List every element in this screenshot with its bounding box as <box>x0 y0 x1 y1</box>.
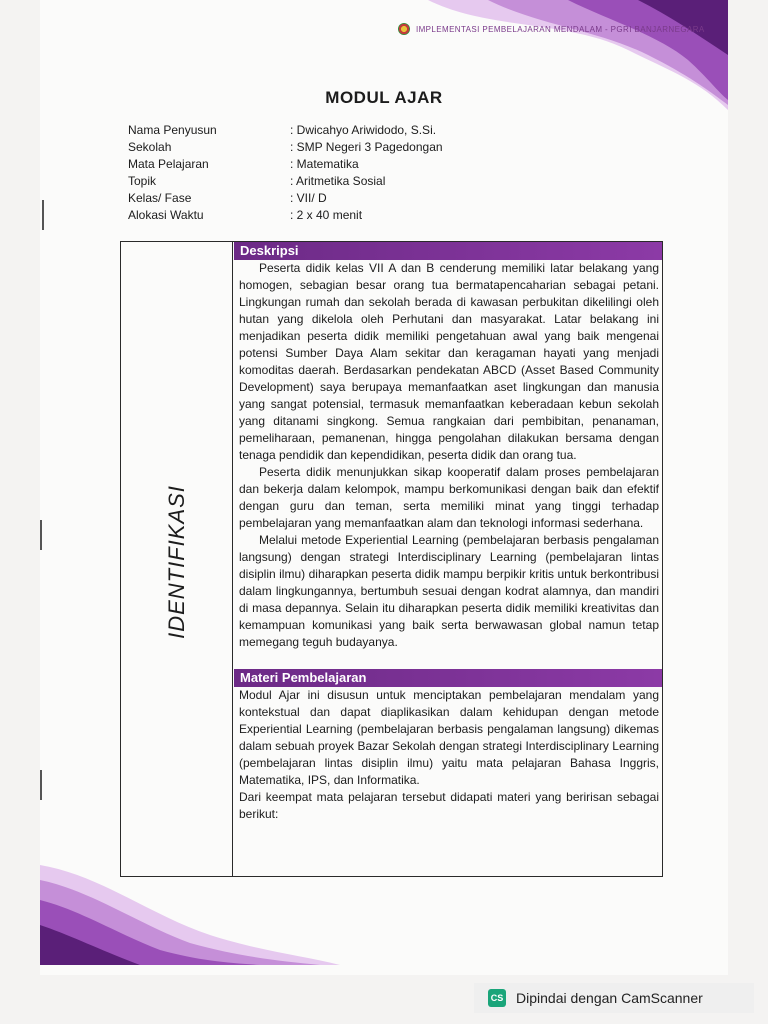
identity-info <box>128 122 443 224</box>
deskripsi-paragraph: Melalui metode Experiential Learning (pembelajaran berbasis pengalaman langsung) dengan strategi Interdisciplinary Learning (pembelajaran lintas disiplin ilmu) diharapkan peserta didik mampu berpikir kritis untuk berkontribusi dalam lingkungannya, bertumbuh sesuai dengan kodrat alamnya, dan mandiri di masa depannya. Selain itu diharapkan peserta didik memiliki kreativitas dan kemampuan komunikasi yang baik serta berwawasan global namun tetap memegang teguh budayanya. <box>239 533 659 649</box>
info-label: Topik <box>128 174 157 188</box>
section-spacer <box>234 651 662 669</box>
binding-mark <box>40 520 42 550</box>
section-content <box>234 242 662 823</box>
section-sidebar <box>121 242 233 876</box>
info-value: : 2 x 40 menit <box>290 208 363 222</box>
camscanner-watermark <box>474 983 754 1013</box>
pgri-logo-icon <box>398 23 410 35</box>
binding-mark <box>42 200 44 230</box>
materi-heading: Materi Pembelajaran <box>234 669 662 687</box>
materi-paragraph: Dari keempat mata pelajaran tersebut didapati materi yang beririsan sebagai berikut: <box>239 790 659 821</box>
materi-paragraph: Modul Ajar ini disusun untuk menciptakan pembelajaran mendalam yang kontekstual dan dapat diaplikasikan dalam kehidupan dengan metode Experiential Learning (pembelajaran berbasis pengalaman langsung) dikemas dalam sebuah proyek Bazar Sekolah dengan strategi Interdisciplinary Learning (pembelajaran lintas disiplin ilmu) yaitu mata pelajaran Bahasa Inggris, Matematika, IPS, dan Informatika. <box>239 688 659 787</box>
identification-table <box>120 241 663 877</box>
camscanner-text: Dipindai dengan CamScanner <box>516 990 703 1006</box>
info-label: Alokasi Waktu <box>128 208 204 222</box>
info-value: : Dwicahyo Ariwidodo, S.Si. <box>290 123 437 137</box>
info-row <box>128 139 443 156</box>
binding-mark <box>40 770 42 800</box>
info-value: : Matematika <box>290 157 359 171</box>
info-label: Mata Pelajaran <box>128 157 209 171</box>
info-label: Kelas/ Fase <box>128 191 192 205</box>
deskripsi-paragraph: Peserta didik kelas VII A dan B cenderung memiliki latar belakang yang homogen, sebagian besar orang tua bermatapencaharian sebagai petani. Lingkungan rumah dan sekolah berada di kawasan perbukitan dikelilingi oleh hutan yang dikelola oleh Perhutani dan masyarakat. Latar belakang ini menjadikan peserta didik memiliki pengetahuan awal yang baik mengenai potensi Sumber Daya Alam sekitar dan keragaman hayati yang menjadi komoditas daerah. Berdasarkan pendekatan ABCD (Asset Based Community Development) saya berupaya memanfaatkan aset lingkungan dan manusia yang sangat potensial, termasuk memanfaatkan keberadaan kebun sekolah yang ditanami singkong. Semua rangkaian dari pembibitan, penanaman, pemeliharaan, pemanenan, hingga pengolahan dilakukan bersama dengan tenaga pendidik dan kependidikan, peserta didik dan orang tua. <box>239 261 659 462</box>
info-value: : VII/ D <box>290 191 327 205</box>
info-row <box>128 122 443 139</box>
info-row <box>128 207 443 224</box>
camscanner-logo-icon: CS <box>488 989 506 1007</box>
info-row <box>128 156 443 173</box>
section-side-label: IDENTIFIKASI <box>164 485 189 639</box>
info-label: Nama Penyusun <box>128 123 217 137</box>
info-value: : Aritmetika Sosial <box>290 174 386 188</box>
info-label: Sekolah <box>128 140 172 154</box>
program-header-text: IMPLEMENTASI PEMBELAJARAN MENDALAM - PGRI BANJARNEGARA <box>416 24 705 34</box>
page-title: MODUL AJAR <box>325 88 443 107</box>
info-row <box>128 173 443 190</box>
deskripsi-heading: Deskripsi <box>234 242 662 260</box>
info-value: : SMP Negeri 3 Pagedongan <box>290 140 443 154</box>
info-row <box>128 190 443 207</box>
deskripsi-paragraph: Peserta didik menunjukkan sikap kooperatif dalam proses pembelajaran dan bekerja dalam kelompok, mampu berkomunikasi dengan baik dan efektif dengan guru dan teman, serta memiliki minat yang tinggi terhadap pembelajaran yang memanfaatkan alam dan teknologi informasi sederhana. <box>239 465 659 530</box>
program-header <box>398 20 705 38</box>
decorative-wave-bottom <box>40 855 340 965</box>
